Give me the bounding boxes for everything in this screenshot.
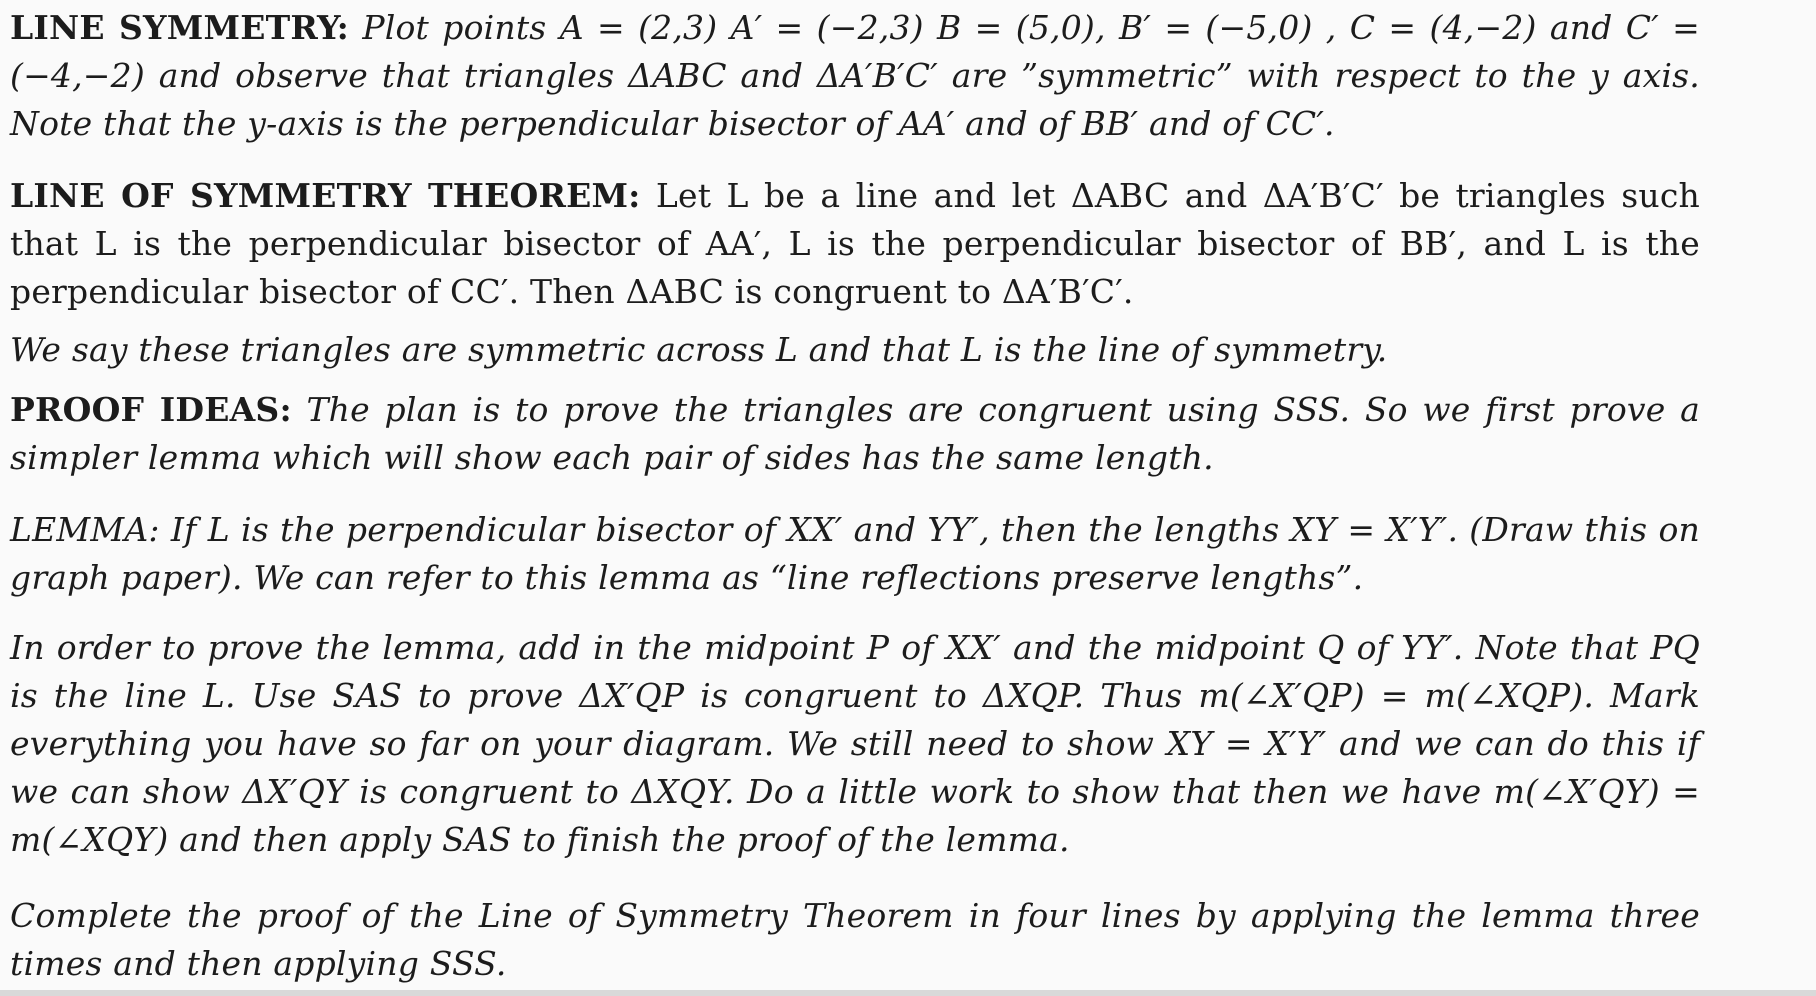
lemma-text: LEMMA: If L is the perpendicular bisector of XX′ and YY′, then the lengths XY = X′Y′. (Draw this on graph paper). We can refer to this lemma as “line reflections preserve lengths”. — [10, 510, 1700, 597]
complete-proof-text: Complete the proof of the Line of Symmetry Theorem in four lines by applying the lemma three times and then applying SSS. — [10, 896, 1700, 983]
line-symmetry-heading: LINE SYMMETRY: — [10, 8, 350, 47]
proof-ideas-heading: PROOF IDEAS: — [10, 390, 292, 429]
lemma-proof-text: In order to prove the lemma, add in the midpoint P of XX′ and the midpoint Q of YY′. Note that PQ is the line L. Use SAS to prove ΔX′QP is congruent to ΔXQP. Thus m(∠X′QP) = m(∠XQP). Mark everything you have so far on your diagram. We still need to show XY = X′Y′ and we can do this if we can show ΔX′QY is congruent to ΔXQY. Do a little work to show that then we have m(∠X′QY) = m(∠XQY) and then apply SAS to finish the proof of the lemma. — [10, 628, 1700, 859]
definition-paragraph — [10, 326, 1700, 374]
proof-ideas-paragraph — [10, 386, 1700, 482]
theorem-text: Let L be a line and let ΔABC and ΔA′B′C′ be triangles such that L is the perpendicular bisector of AA′, L is the perpendicular bisector of BB′, and L is the perpendicular bisector of CC′. Then ΔABC is congruent to ΔA′B′C′. — [10, 176, 1700, 311]
theorem-paragraph — [10, 172, 1700, 316]
line-symmetry-text: Plot points A = (2,3) A′ = (−2,3) B = (5,0), B′ = (−5,0) , C = (4,−2) and C′ = (−4,−2) and observe that triangles ΔABC and ΔA′B′C′ are ”symmetric” with respect to the y axis. Note that the y-axis is the perpendicular bisector of AA′ and of BB′ and of CC′. — [10, 8, 1700, 143]
lemma-proof-paragraph — [10, 624, 1700, 864]
bottom-scroll-strip — [0, 990, 1816, 996]
theorem-heading: LINE OF SYMMETRY THEOREM: — [10, 176, 641, 215]
lemma-paragraph — [10, 506, 1700, 602]
complete-proof-paragraph — [10, 892, 1700, 988]
line-symmetry-paragraph — [10, 4, 1700, 148]
proof-ideas-text: The plan is to prove the triangles are congruent using SSS. So we first prove a simpler lemma which will show each pair of sides has the same length. — [10, 390, 1700, 477]
definition-text: We say these triangles are symmetric across L and that L is the line of symmetry. — [10, 330, 1388, 369]
